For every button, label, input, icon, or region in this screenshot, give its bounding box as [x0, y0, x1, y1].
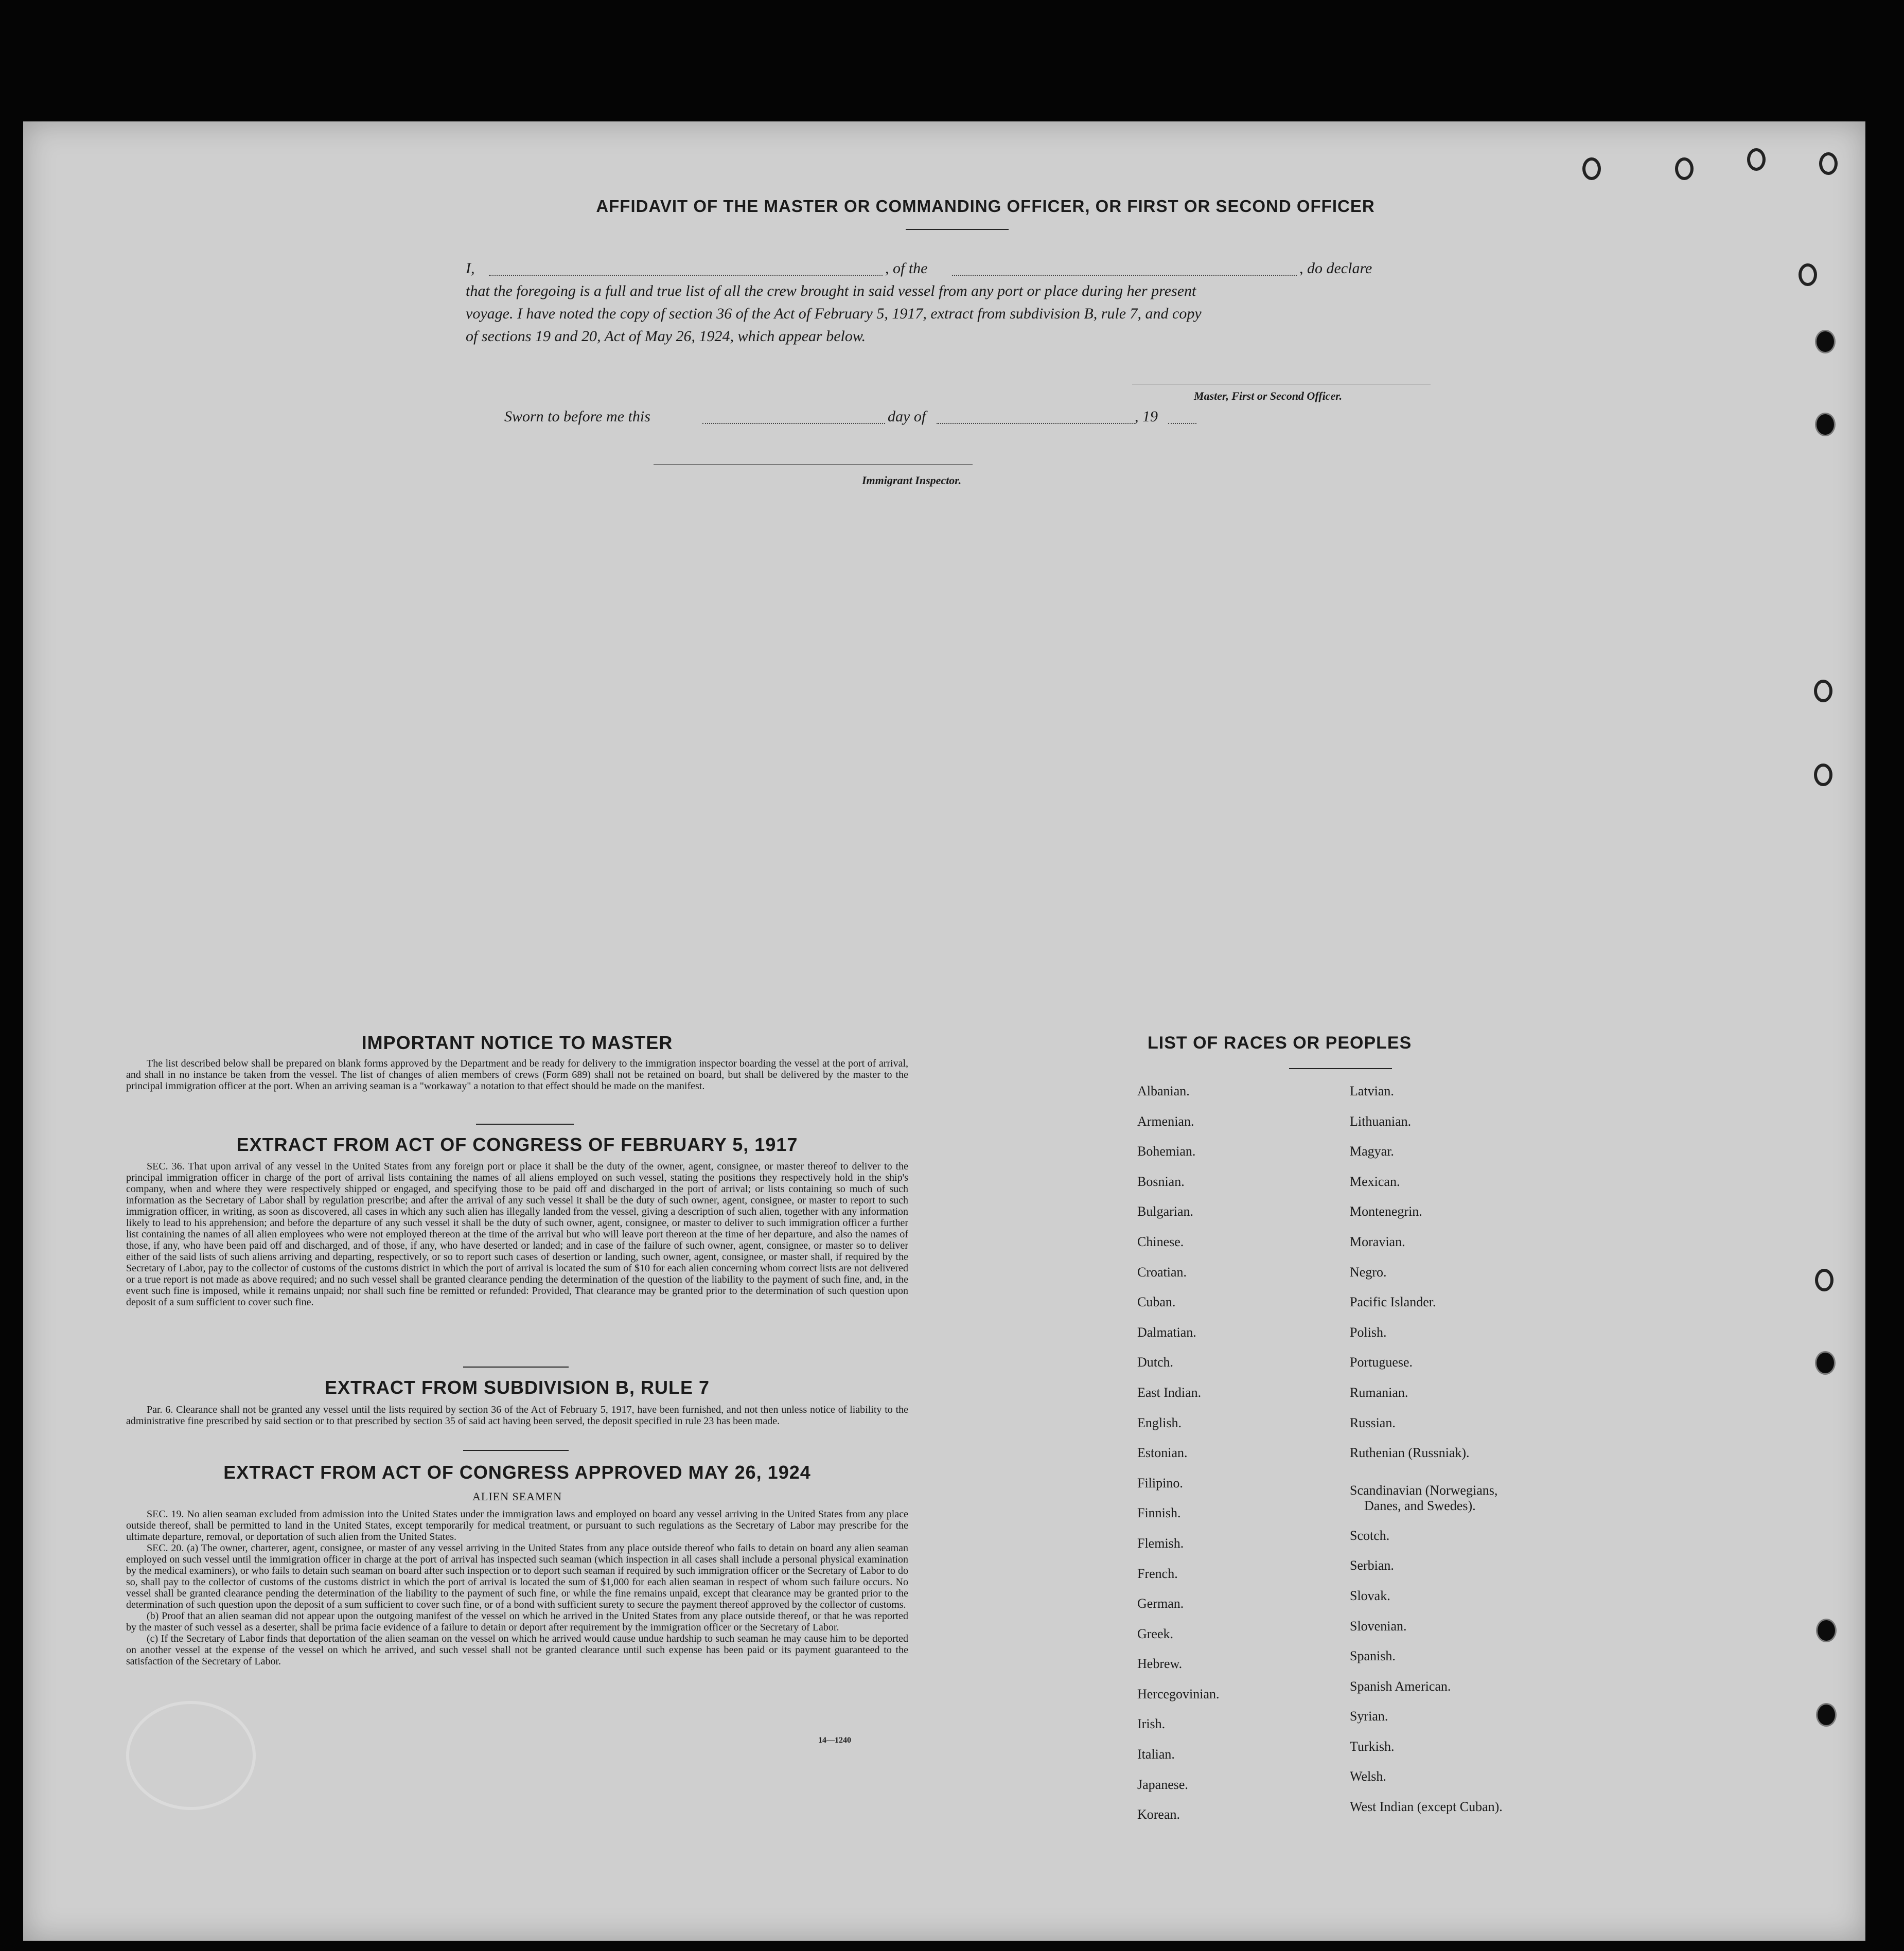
races-left-column — [1137, 1084, 1220, 1837]
race-item: Pacific Islander. — [1350, 1294, 1436, 1310]
rule7-text: Par. 6. Clearance shall not be granted any vessel until the lists required by section 36 of the Act of February 5, 1917, have been furnished, and not then unless notice of liability to the administrative fine prescribed by said section or to that prescribed by section 35 of said act having been served, the deposit specified in rule 23 has been made. — [126, 1404, 908, 1427]
affidavit-line4: of sections 19 and 20, Act of May 26, 1924, which appear below. — [466, 328, 866, 345]
race-item: Moravian. — [1350, 1234, 1405, 1249]
divider — [463, 1367, 569, 1368]
extract-1917-text: SEC. 36. That upon arrival of any vessel in the United States from any foreign port or place it shall be the duty of the owner, agent, consignee, or master thereof to deliver to the principal immigration officer in charge of the port of arrival lists containing the names of all aliens employed on such vessel, stating the positions they respectively hold in the ship's company, when and where they were respectively shipped or engaged, and specifying those to be paid off and discharged in the port of arrival; or lists containing so much of such information as the Secretary of Labor shall by regulation prescribe; and after the arrival of any such vessel it shall be the duty of such owner, agent, consignee, or master to report to such immigration officer, in writing, as soon as discovered, all cases in which any such alien has illegally landed from the vessel, giving a description of such alien, together with any information likely to lead to his apprehension; and before the departure of any such vessel it shall be the duty of such owner, agent, consignee, or master to deliver to such immigration officer a further list containing the names of all alien employees who were not employed thereon at the time of the arrival but who will leave port thereon at the time of her departure, and also the names of those, if any, who have been paid off and discharged, and of those, if any, who have deserted or landed; and in case of the failure of such owner, agent, consignee, or master so to deliver either of the said lists of such aliens arriving and departing, respectively, or so to report such cases of desertion or landing, such owner, agent, consignee, or master shall, if required by the Secretary of Labor, pay to the collector of customs of the customs district in which the port of arrival is located the sum of $10 for each alien concerning whom correct lists are not delivered or a true report is not made as above required; and no such vessel shall be granted clearance pending the determination of the question of the liability to the payment of such fine, and, in the event such fine is imposed, while it remains unpaid; nor shall such fine be remitted or refunded: Provided, That clearance may be granted prior to the determination of such question upon deposit of a sum sufficient to cover such fine. — [126, 1161, 908, 1308]
race-item: Dalmatian. — [1137, 1324, 1196, 1340]
sworn-year-field[interactable] — [1168, 423, 1196, 424]
sworn-year: , 19 — [1135, 408, 1158, 425]
race-item: Ruthenian (Russniak). — [1350, 1445, 1470, 1461]
divider — [1289, 1068, 1392, 1069]
race-item: Montenegrin. — [1350, 1204, 1422, 1219]
binder-hole-icon — [1815, 413, 1836, 436]
race-item: Bosnian. — [1137, 1174, 1185, 1189]
race-item: Serbian. — [1350, 1558, 1394, 1573]
race-item: Irish. — [1137, 1716, 1166, 1732]
notice-text: The list described below shall be prepared on blank forms approved by the Department and be ready for delivery to the immigration inspector boarding the vessel at the port of arrival, and shall in no instance be taken from the vessel. The list of changes of alien members of crews (Form 689) shall not be retained on board, but shall be delivered by the master to the principal immigration officer at the port. When an arriving seaman is a "workaway" a notation to that effect should be made on the manifest. — [126, 1058, 908, 1092]
extract-1917-title: EXTRACT FROM ACT OF CONGRESS OF FEBRUARY 5, 1917 — [236, 1134, 798, 1155]
race-item: Greek. — [1137, 1626, 1174, 1641]
divider — [906, 229, 1009, 230]
form-number: 14—1240 — [818, 1736, 851, 1745]
binder-hole-icon — [1816, 1703, 1837, 1727]
race-item — [1350, 1476, 1503, 1528]
binder-hole-icon — [1675, 157, 1694, 180]
race-item: Lithuanian. — [1350, 1113, 1412, 1129]
race-item: Slovak. — [1350, 1588, 1390, 1603]
document-page — [23, 121, 1865, 1941]
vessel-field[interactable] — [952, 275, 1297, 276]
race-item: Turkish. — [1350, 1739, 1395, 1754]
affidavit-line3: voyage. I have noted the copy of section 36 of the Act of February 5, 1917, extract from subdivision B, rule 7, and copy — [466, 305, 1202, 322]
divider — [463, 1450, 569, 1451]
inspector-label: Immigrant Inspector. — [862, 474, 962, 487]
sworn-month-field[interactable] — [937, 423, 1135, 424]
binder-hole-icon — [1582, 157, 1601, 180]
signature-label: Master, First or Second Officer. — [1194, 389, 1343, 402]
races-title: LIST OF RACES OR PEOPLES — [1148, 1033, 1412, 1053]
sec20c-text: (c) If the Secretary of Labor finds that deportation of the alien seaman on the vessel on which he arrived would cause undue hardship to such seaman he may cause him to be deported on another vessel at the expense of the vessel on which he arrived, and such vessel shall not be granted clearance until such expense has been paid or its payment guaranteed to the satisfaction of the Secretary of Labor. — [126, 1633, 908, 1667]
extract-1924-body — [126, 1509, 908, 1667]
race-item: Negro. — [1350, 1264, 1387, 1280]
race-item: Dutch. — [1137, 1355, 1174, 1370]
race-item: Magyar. — [1350, 1144, 1394, 1159]
race-item: Welsh. — [1350, 1769, 1386, 1784]
affidavit-of-the: , of the — [885, 260, 928, 277]
affidavit-i: I, — [466, 260, 475, 277]
race-item: Scotch. — [1350, 1528, 1390, 1543]
race-item: Russian. — [1350, 1415, 1396, 1430]
divider — [476, 1124, 574, 1125]
affidavit-declare: , do declare — [1299, 260, 1372, 277]
name-field[interactable] — [489, 275, 883, 276]
binder-hole-icon — [1814, 764, 1832, 786]
inspector-line[interactable] — [654, 464, 973, 465]
race-item: Polish. — [1350, 1324, 1387, 1340]
binder-hole-icon — [1815, 1269, 1834, 1291]
binder-hole-icon — [1815, 1351, 1836, 1375]
race-item: Chinese. — [1137, 1234, 1184, 1249]
binder-hole-icon — [1819, 152, 1838, 175]
race-item: Croatian. — [1137, 1264, 1187, 1280]
race-item: Syrian. — [1350, 1709, 1388, 1724]
race-item: Estonian. — [1137, 1445, 1188, 1461]
extract-1924-subtitle: ALIEN SEAMEN — [472, 1490, 562, 1503]
notice-title: IMPORTANT NOTICE TO MASTER — [361, 1032, 673, 1053]
sworn-prefix: Sworn to before me this — [504, 408, 650, 425]
race-item: Mexican. — [1350, 1174, 1400, 1189]
affidavit-line2: that the foregoing is a full and true list of all the crew brought in said vessel from any port or place during her present — [466, 282, 1196, 299]
race-item: Italian. — [1137, 1747, 1175, 1762]
rule7-title: EXTRACT FROM SUBDIVISION B, RULE 7 — [324, 1377, 710, 1398]
sworn-day-of: day of — [888, 408, 926, 425]
races-right-column — [1350, 1084, 1503, 1830]
race-item: Bohemian. — [1137, 1144, 1196, 1159]
binder-hole-icon — [1814, 680, 1832, 702]
race-item: French. — [1137, 1566, 1178, 1581]
binder-hole-icon — [1815, 330, 1836, 353]
race-item: Filipino. — [1137, 1475, 1183, 1491]
race-item: Portuguese. — [1350, 1355, 1413, 1370]
sec19-text: SEC. 19. No alien seaman excluded from admission into the United States under the immigration laws and employed on board any vessel arriving in the United States from any place outside thereof, shall be permitted to land in the United States, except temporarily for medical treatment, or pursuant to such regulations as the Secretary of Labor may prescribe for the ultimate departure, removal, or deportation of such alien from the United States. — [126, 1509, 908, 1542]
race-item: Cuban. — [1137, 1294, 1176, 1310]
race-item: Latvian. — [1350, 1084, 1394, 1098]
race-item: Flemish. — [1137, 1535, 1184, 1551]
race-item: Rumanian. — [1350, 1385, 1408, 1400]
race-item: Hercegovinian. — [1137, 1686, 1220, 1701]
affidavit-title: AFFIDAVIT OF THE MASTER OR COMMANDING OFFICER, OR FIRST OR SECOND OFFICER — [596, 197, 1375, 216]
race-item: Spanish. — [1350, 1648, 1396, 1664]
sec20b-text: (b) Proof that an alien seaman did not appear upon the outgoing manifest of the vessel on which he arrived in the United States from any place outside thereof, or that he was reported by the master of such vessel as a deserter, shall be prima facie evidence of a failure to detain or deport after requirement by the immigration officer or the Secretary of Labor. — [126, 1610, 908, 1633]
sworn-day-field[interactable] — [702, 423, 885, 424]
binder-hole-icon — [1747, 148, 1766, 171]
race-item-label: Scandinavian (Norwegians, — [1350, 1482, 1498, 1498]
race-item: Albanian. — [1137, 1084, 1190, 1098]
race-item: German. — [1137, 1596, 1184, 1611]
affidavit-line1 — [466, 257, 1490, 280]
race-item: Japanese. — [1137, 1777, 1188, 1792]
sec20a-text: SEC. 20. (a) The owner, charterer, agent, consignee, or master of any vessel arriving in the United States from any place outside thereof who fails to detain on board any alien seaman employed on such vessel until the immigration officer in charge at the port of arrival has inspected such seaman (which inspection in all cases shall include a personal physical examination by the medical examiners), or who fails to detain such seaman on board after such inspection or to deport such seaman if required by such immigration officer or the Secretary of Labor to do so, shall pay to the collector of customs of the customs district in which the port of arrival is located the sum of $1,000 for each alien seaman in respect of whom such failure occurs. No vessel shall be granted clearance pending the determination of the liability to the payment of such fine, or while the fine remains unpaid, except that clearance may be granted prior to the determination of such question upon the deposit of a sum sufficient to cover such fine, or of a bond with sufficient surety to secure the payment thereof approved by the collector of customs. — [126, 1542, 908, 1610]
seal-stamp — [126, 1701, 256, 1810]
sworn-line — [504, 405, 1225, 428]
race-item: East Indian. — [1137, 1385, 1202, 1400]
race-item-continuation: Danes, and Swedes). — [1364, 1498, 1476, 1513]
race-item: Armenian. — [1137, 1113, 1194, 1129]
race-item: West Indian (except Cuban). — [1350, 1799, 1503, 1815]
race-item: Finnish. — [1137, 1505, 1181, 1521]
race-item: Spanish American. — [1350, 1678, 1451, 1694]
race-item: Korean. — [1137, 1807, 1180, 1822]
race-item: Bulgarian. — [1137, 1204, 1194, 1219]
extract-1924-title: EXTRACT FROM ACT OF CONGRESS APPROVED MAY 26, 1924 — [223, 1462, 811, 1483]
race-item: English. — [1137, 1415, 1182, 1430]
binder-hole-icon — [1816, 1619, 1837, 1642]
race-item: Slovenian. — [1350, 1618, 1407, 1634]
race-item: Hebrew. — [1137, 1656, 1183, 1672]
binder-hole-icon — [1799, 263, 1817, 286]
